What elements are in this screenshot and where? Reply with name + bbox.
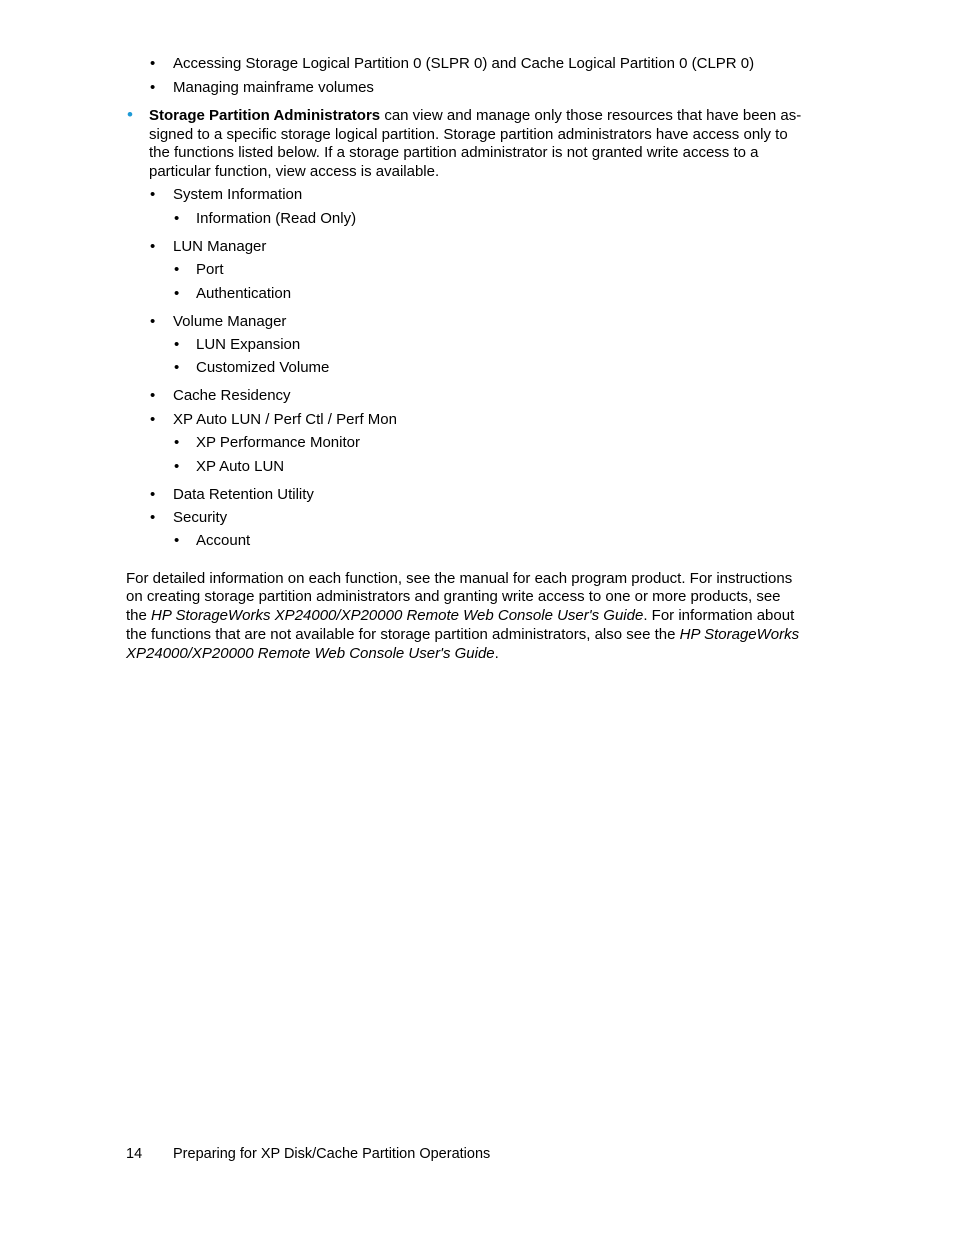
function-item: XP Auto LUN / Perf Ctl / Perf Mon xyxy=(173,411,397,428)
bullet: • xyxy=(174,261,180,278)
function-subitem: Authentication xyxy=(196,285,292,302)
spa-text: can view and manage only those resources that have been as- xyxy=(380,107,802,124)
spa-paragraph-line: particular function, view access is available. xyxy=(149,163,440,180)
closing-paragraph-line xyxy=(126,625,799,644)
function-item: Volume Manager xyxy=(173,313,287,330)
function-item: Security xyxy=(173,509,228,526)
bullet: • xyxy=(150,509,156,526)
bullet: • xyxy=(150,313,156,330)
spa-term: Storage Partition Administrators xyxy=(149,107,381,124)
bullet: • xyxy=(150,186,156,203)
function-item: Cache Residency xyxy=(173,387,291,404)
function-subitem: XP Performance Monitor xyxy=(196,434,360,451)
bullet: • xyxy=(150,411,156,428)
guide-title: HP StorageWorks XP24000/XP20000 Remote Web Console User's Guide xyxy=(151,607,644,624)
bullet: • xyxy=(150,79,156,96)
list-item: Accessing Storage Logical Partition 0 (SLPR 0) and Cache Logical Partition 0 (CLPR 0) xyxy=(173,55,755,72)
footer-section-title: Preparing for XP Disk/Cache Partition Operations xyxy=(173,1146,491,1162)
closing-text: the functions that are not available for storage partition administrators, also see the xyxy=(126,626,680,643)
closing-paragraph-line xyxy=(126,644,499,663)
bullet: • xyxy=(150,238,156,255)
function-item: System Information xyxy=(173,186,303,203)
bullet: • xyxy=(174,359,180,376)
spa-paragraph-line: the functions listed below. If a storage partition administrator is not granted write access to a xyxy=(149,144,759,161)
bullet: • xyxy=(174,458,180,475)
bullet: • xyxy=(174,336,180,353)
bullet: • xyxy=(127,105,133,124)
closing-text: . xyxy=(494,645,499,662)
function-subitem: Port xyxy=(196,261,224,278)
closing-text: the xyxy=(126,607,152,624)
function-subitem: XP Auto LUN xyxy=(196,458,285,475)
function-subitem: Customized Volume xyxy=(196,359,330,376)
closing-paragraph-line: For detailed information on each function, see the manual for each program product. For instructions xyxy=(126,570,793,587)
function-item: LUN Manager xyxy=(173,238,267,255)
bullet: • xyxy=(174,434,180,451)
bullet: • xyxy=(150,486,156,503)
function-item: Data Retention Utility xyxy=(173,486,314,503)
bullet: • xyxy=(150,387,156,404)
guide-title: XP24000/XP20000 Remote Web Console User's Guide xyxy=(126,645,495,662)
spa-paragraph-line xyxy=(149,106,801,125)
bullet: • xyxy=(174,210,180,227)
list-item: Managing mainframe volumes xyxy=(173,79,374,96)
function-subitem: Account xyxy=(196,532,251,549)
spa-paragraph-line: signed to a specific storage logical partition. Storage partition administrators have access only to xyxy=(149,126,788,143)
bullet: • xyxy=(150,55,156,72)
function-subitem: LUN Expansion xyxy=(196,336,301,353)
function-subitem: Information (Read Only) xyxy=(196,210,357,227)
page-number: 14 xyxy=(126,1146,143,1162)
bullet: • xyxy=(174,532,180,549)
guide-title: HP StorageWorks xyxy=(679,626,800,643)
bullet: • xyxy=(174,285,180,302)
closing-paragraph-line xyxy=(126,606,794,625)
closing-paragraph-line: on creating storage partition administrators and granting write access to one or more products, see xyxy=(126,588,781,605)
closing-text: . For information about xyxy=(643,607,795,624)
